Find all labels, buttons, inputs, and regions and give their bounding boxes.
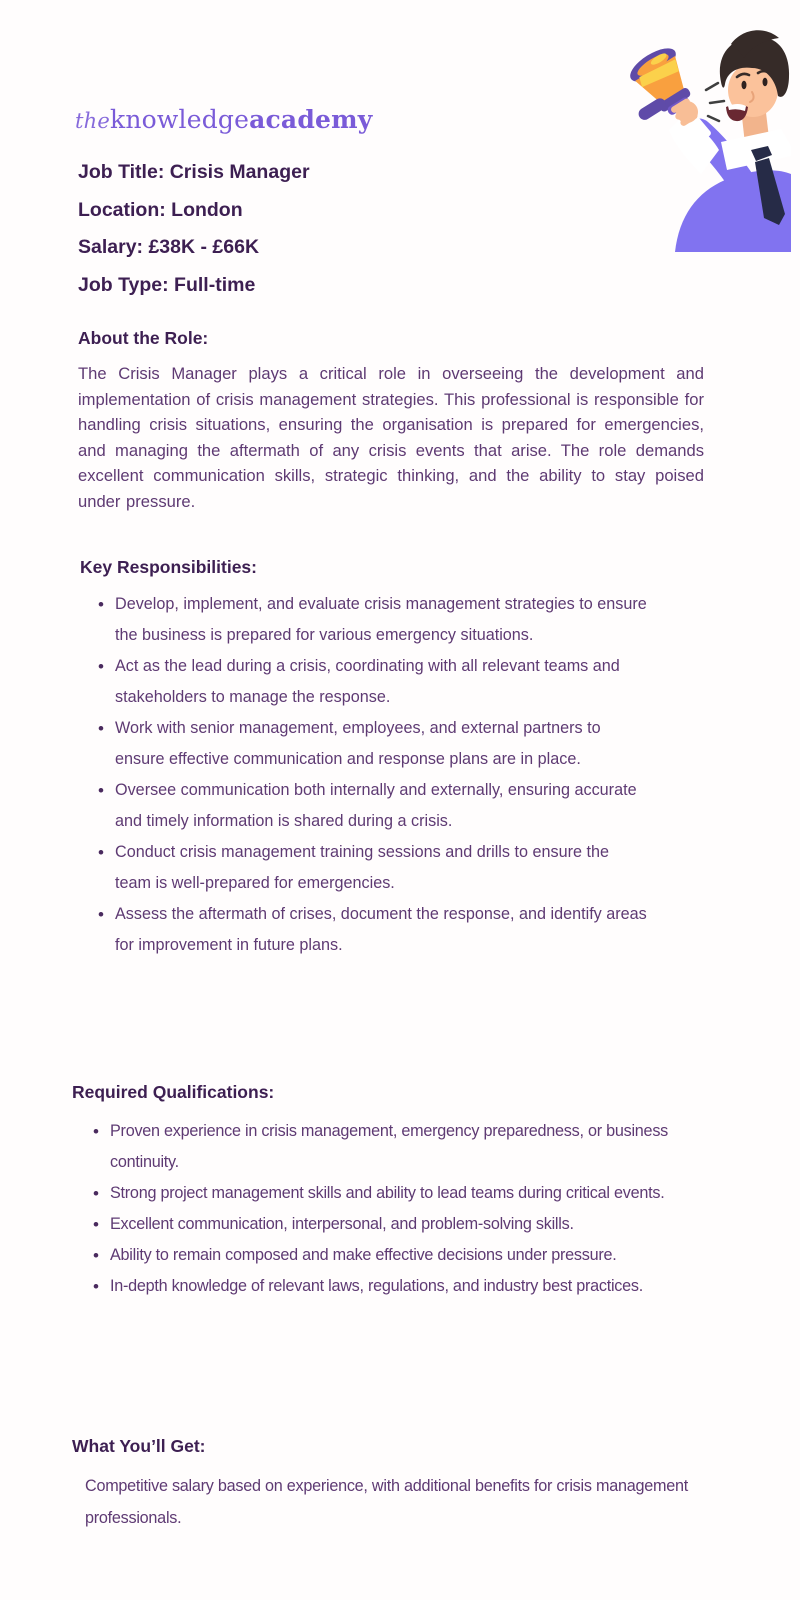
list-item: • Excellent communication, interpersonal, and problem-solving skills. <box>72 1209 732 1240</box>
list-item: • Conduct crisis management training sessions and drills to ensure the team is well-prepared for emergencies. <box>80 837 647 899</box>
list-item: • Assess the aftermath of crises, document the response, and identify areas for improvement in future plans. <box>80 899 647 961</box>
megaphone-handle <box>636 96 668 122</box>
section-about-the-role <box>78 328 704 515</box>
right-eye <box>763 78 768 86</box>
list-item: • Act as the lead during a crisis, coordinating with all relevant teams and stakeholders to manage the response. <box>80 651 647 713</box>
section-required-qualifications <box>72 1082 732 1302</box>
brand-logo <box>75 105 372 134</box>
logo-academy: academy <box>249 105 373 134</box>
announcer-illustration <box>563 20 791 252</box>
job-location-line: Location: London <box>78 198 243 221</box>
list-item: • Strong project management skills and ability to lead teams during critical events. <box>72 1178 732 1209</box>
section-what-youll-get <box>72 1436 720 1534</box>
job-summary <box>78 162 558 312</box>
section-key-responsibilities <box>80 557 647 961</box>
logo-knowledge: knowledge <box>110 105 250 134</box>
about-heading: About the Role: <box>78 328 209 348</box>
left-eye <box>742 81 747 89</box>
job-type-line: Job Type: Full-time <box>78 273 256 296</box>
man-with-megaphone-icon <box>563 20 791 252</box>
list-item: • Proven experience in crisis management, emergency preparedness, or business continuity. <box>72 1116 732 1178</box>
list-item: • In-depth knowledge of relevant laws, regulations, and industry best practices. <box>72 1271 732 1302</box>
benefits-body: Competitive salary based on experience, with additional benefits for crisis management professionals. <box>85 1477 688 1527</box>
job-title-line: Job Title: Crisis Manager <box>78 161 310 183</box>
benefits-heading: What You’ll Get: <box>72 1436 206 1456</box>
job-salary-line: Salary: £38K - £66K <box>78 236 260 258</box>
responsibilities-list <box>80 589 647 961</box>
list-item: • Ability to remain composed and make effective decisions under pressure. <box>72 1240 732 1271</box>
sound-dashes-icon <box>706 83 724 121</box>
list-item: • Develop, implement, and evaluate crisis management strategies to ensure the business is prepared for various emergency situations. <box>80 589 647 651</box>
logo-the: the <box>75 109 110 133</box>
qualifications-heading: Required Qualifications: <box>72 1082 275 1102</box>
qualifications-list <box>72 1116 732 1302</box>
list-item: • Work with senior management, employees, and external partners to ensure effective communication and response plans are in place. <box>80 713 647 775</box>
list-item: • Oversee communication both internally and externally, ensuring accurate and timely information is shared during a crisis. <box>80 775 647 837</box>
about-body: The Crisis Manager plays a critical role in overseeing the development and implementation of crisis management strategies. This professional is responsible for handling crisis situations, ensuring the organisation is prepared for emergencies, and managing the aftermath of any crisis events that arise. The role demands excellent communication skills, strategic thinking, and the ability to stay poised under pressure. <box>78 364 704 511</box>
responsibilities-heading: Key Responsibilities: <box>80 557 257 577</box>
